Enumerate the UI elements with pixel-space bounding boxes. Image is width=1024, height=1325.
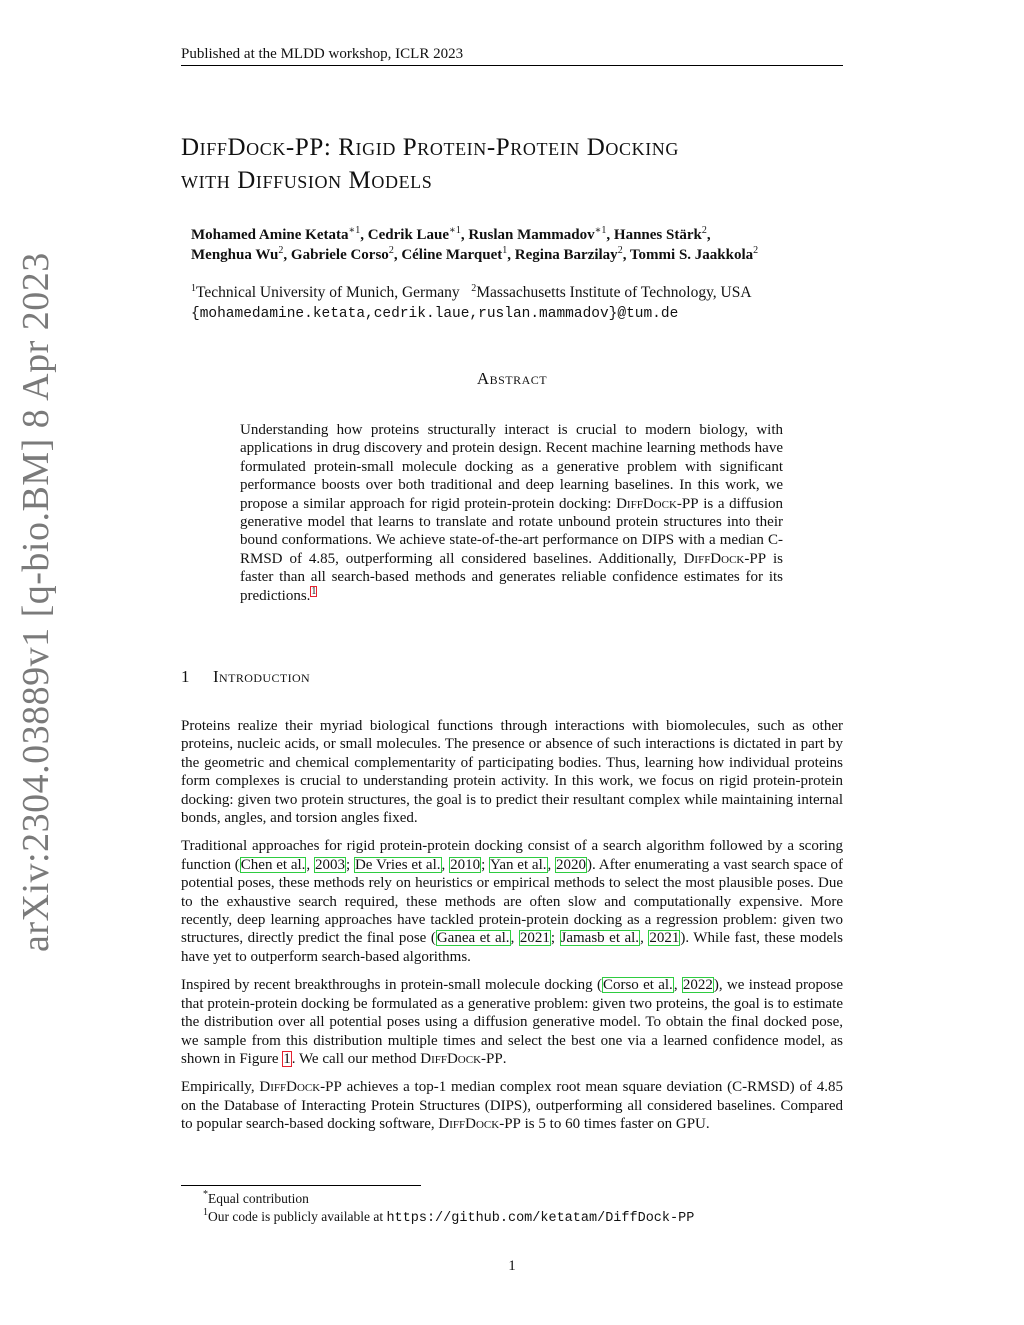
- paragraph: [181, 717, 843, 827]
- section-number: 1: [181, 667, 190, 686]
- author-list: Mohamed Amine Ketata$^{∗1}$, Cedrik Laue$^{∗1}$, Ruslan Mammadov$^{∗1}$, Hannes Stärk$^2$, Menghua Wu$^2$, Gabriele Corso$^2$, Céline Marquet$^1$, Regina Barzilay$^2$, Tommi S. Jaakkola$^2$: [191, 225, 759, 263]
- author-mark: ∗1: [348, 225, 361, 236]
- paragraph-text: ), we instead propose that protein-protein docking be formulated as a generative problem: given two proteins, the goal is to estimate the distribution over all potential poses using a diffusion generative model. To obtain the final docked pose, we sample from this distribution multiple times and select the best one via a learned confidence model, as shown in Figure: [181, 977, 843, 1067]
- author-mark: 2: [388, 244, 394, 256]
- author-name: Ruslan Mammadov: [468, 227, 595, 243]
- author-name: Tommi S. Jaakkola: [629, 246, 754, 263]
- author-mark: ∗1: [594, 225, 607, 236]
- model-name: DiffDock-PP: [438, 1116, 521, 1133]
- abstract-text: is a diffusion generative model that learns to translate and rotate unbound protein structures into their bound conformations. We achieve state-of-the-art performance on DIPS with a median C-RMSD of 4.85, outperforming all considered baselines. Additionally,: [240, 495, 784, 567]
- paragraph: Traditional approaches for rigid protein-protein docking consist of a search algorithm followed by a scoring function (Chen et al., 2003; De Vries et al., 2010; Yan et al., 2020). After enumerating a vast search space of potential poses, these methods rely on heuristics or empirical methods to select the most plausible poses. Due to the exhaustive search required, these methods are often slow and computationally expensive. More recently, deep learning approaches have tackled protein-protein docking as a regression problem: given two structures, directly predict the final pose (Ganea et al., 2021; Jamasb et al., 2021). While fast, these models have yet to outperform search-based algorithms.: [181, 838, 844, 965]
- separator: ;: [481, 856, 490, 873]
- author-name: Céline Marquet: [401, 246, 503, 263]
- header-rule: [181, 65, 843, 66]
- abstract-text: Understanding how proteins structurally interact is crucial to modern biology, with applications in drug discovery and protein design. Recent machine learning methods have formulated protein-small molecule docking as a generative problem with significant performance boosts over both traditional and deep learning baselines. In this work, we propose a similar approach for rigid protein-protein docking:: [240, 422, 783, 512]
- footnote-link[interactable]: 1: [311, 585, 317, 597]
- affiliations: [191, 283, 851, 324]
- citation-link[interactable]: Jamasb et al.: [560, 930, 640, 947]
- citation-link[interactable]: 2021: [519, 930, 550, 947]
- abstract-body: [240, 421, 783, 605]
- citation-link[interactable]: De Vries et al.: [354, 856, 441, 873]
- citation-link[interactable]: Ganea et al.: [436, 930, 510, 947]
- affil-mark: 1: [191, 283, 196, 294]
- paragraph-text: ). After enumerating a vast search space of potential poses, these methods rely on heuristics or empirical methods to select the most plausible poses. Due to the exhaustive search required, these methods are often slow and computationally expensive. More recently, deep learning approaches have tackled protein-protein docking as a regression problem: given two structures, directly predict the final pose (: [181, 856, 844, 947]
- author-name: Regina Barzilay: [514, 246, 618, 263]
- page-number: 1: [508, 1258, 516, 1274]
- paragraph-text: Inspired by recent breakthroughs in protein-small molecule docking (: [181, 977, 602, 994]
- citation-link[interactable]: Corso et al.: [602, 977, 673, 994]
- abstract-text: is faster than all search-based methods and generates reliable confidence estimates for its predictions.: [240, 550, 783, 604]
- title-line2: with Diffusion Models: [181, 167, 433, 194]
- model-name: DiffDock-PP: [616, 495, 699, 512]
- author-mark: 2: [701, 225, 707, 236]
- paper-title: [181, 131, 843, 197]
- introduction-body: [181, 717, 843, 1144]
- author-mark: 2: [617, 244, 623, 256]
- author-name: Mohamed Amine Ketata: [191, 227, 349, 243]
- author-emails[interactable]: {mohamedamine.ketata,cedrik.laue,ruslan.mammadov}@tum.de: [191, 305, 679, 322]
- footnote-mark: 1: [203, 1207, 208, 1218]
- paragraph-text: ). While fast, these models have yet to outperform search-based algorithms.: [181, 930, 844, 965]
- footnote-code: [203, 1208, 843, 1227]
- title-model-name: DiffDock-PP: [181, 134, 324, 161]
- running-header: Published at the MLDD workshop, ICLR 2023: [181, 46, 464, 62]
- paragraph: Inspired by recent breakthroughs in protein-small molecule docking (Corso et al., 2022), we instead propose that protein-protein docking be formulated as a generative problem: given two proteins, the goal is to estimate the distribution over all potential poses using a diffusion generative model. To obtain the final docked pose, we sample from this distribution multiple times and select the best one via a learned confidence model, as shown in Figure 1. We call our method DiffDock-PP.: [181, 977, 843, 1067]
- paragraph-text: .: [502, 1050, 507, 1067]
- author-name: Cedrik Laue: [367, 227, 450, 243]
- citation-link[interactable]: 2022: [682, 977, 713, 994]
- author-mark: ∗1: [449, 225, 461, 236]
- citation-link[interactable]: 2021: [649, 930, 680, 947]
- footnote-equal-contribution: [203, 1190, 843, 1207]
- abstract-heading: Abstract: [476, 369, 548, 388]
- paragraph-text: is 5 to 60 times faster on GPU.: [520, 1116, 710, 1133]
- author-name: Gabriele Corso: [290, 246, 389, 263]
- footnote-rule: [181, 1185, 421, 1186]
- model-name: DiffDock-PP: [259, 1079, 342, 1096]
- paragraph-text: Traditional approaches for rigid protein-protein docking consist of a search algorithm followed by a scoring function (: [181, 838, 843, 873]
- citation-link[interactable]: Chen et al.: [240, 856, 306, 873]
- affil-mark: 2: [471, 283, 477, 294]
- affiliation-2: Massachusetts Institute of Technology, USA: [476, 284, 752, 301]
- citation-link[interactable]: 2003: [314, 856, 345, 873]
- paragraph-text: . We call our method: [291, 1050, 421, 1067]
- paragraph-text: Proteins realize their myriad biological functions through interactions with biomolecules, such as other proteins, nucleic acids, or small molecules. The presence or absence of such interactions is dictated in part by the geometric and chemical complementarity of participating bodies. Thus, learning how individual proteins form complexes is crucial to understanding protein activity. In this work, we focus on rigid protein-protein docking: given two protein structures, the goal is to predict their resultant complex while maintaining internal bonds, angles, and torsion angles fixed.: [181, 718, 843, 827]
- author-mark: 2: [278, 244, 284, 256]
- model-name: DiffDock-PP: [683, 550, 767, 567]
- paragraph: [181, 1078, 843, 1133]
- citation-link[interactable]: 2020: [556, 856, 587, 873]
- arxiv-stamp: arXiv:2304.03889v1 [q-bio.BM] 8 Apr 2023: [15, 252, 57, 952]
- paragraph-text: Empirically,: [181, 1079, 260, 1096]
- code-url-link[interactable]: https://github.com/ketatam/DiffDock-PP: [386, 1211, 695, 1226]
- separator: ;: [550, 930, 560, 947]
- title-line1: : Rigid Protein-Protein Docking: [323, 134, 679, 161]
- section-title: Introduction: [213, 667, 311, 686]
- affiliation-1: Technical University of Munich, Germany: [196, 284, 460, 301]
- figure-link[interactable]: 1: [283, 1050, 291, 1067]
- citation-link[interactable]: 2010: [450, 856, 481, 873]
- author-mark: 1: [502, 244, 508, 256]
- model-name: DiffDock-PP: [420, 1050, 503, 1067]
- author-mark: 2: [753, 244, 759, 256]
- author-name: Menghua Wu: [191, 246, 279, 263]
- footnote-text: Our code is publicly available at: [208, 1209, 387, 1224]
- author-name: Hannes Stärk: [613, 227, 702, 243]
- section-heading: [181, 667, 843, 687]
- footnote-text: Equal contribution: [208, 1191, 309, 1206]
- footnote-mark: *: [203, 1189, 208, 1200]
- separator: ;: [345, 856, 354, 873]
- citation-link[interactable]: Yan et al.: [490, 856, 547, 873]
- paragraph-text: achieves a top-1 median complex root mean square deviation (C-RMSD) of 4.85 on the Database of Interacting Protein Structures (DIPS), outperforming all considered baselines. Compared to popular search-based docking software,: [181, 1079, 843, 1133]
